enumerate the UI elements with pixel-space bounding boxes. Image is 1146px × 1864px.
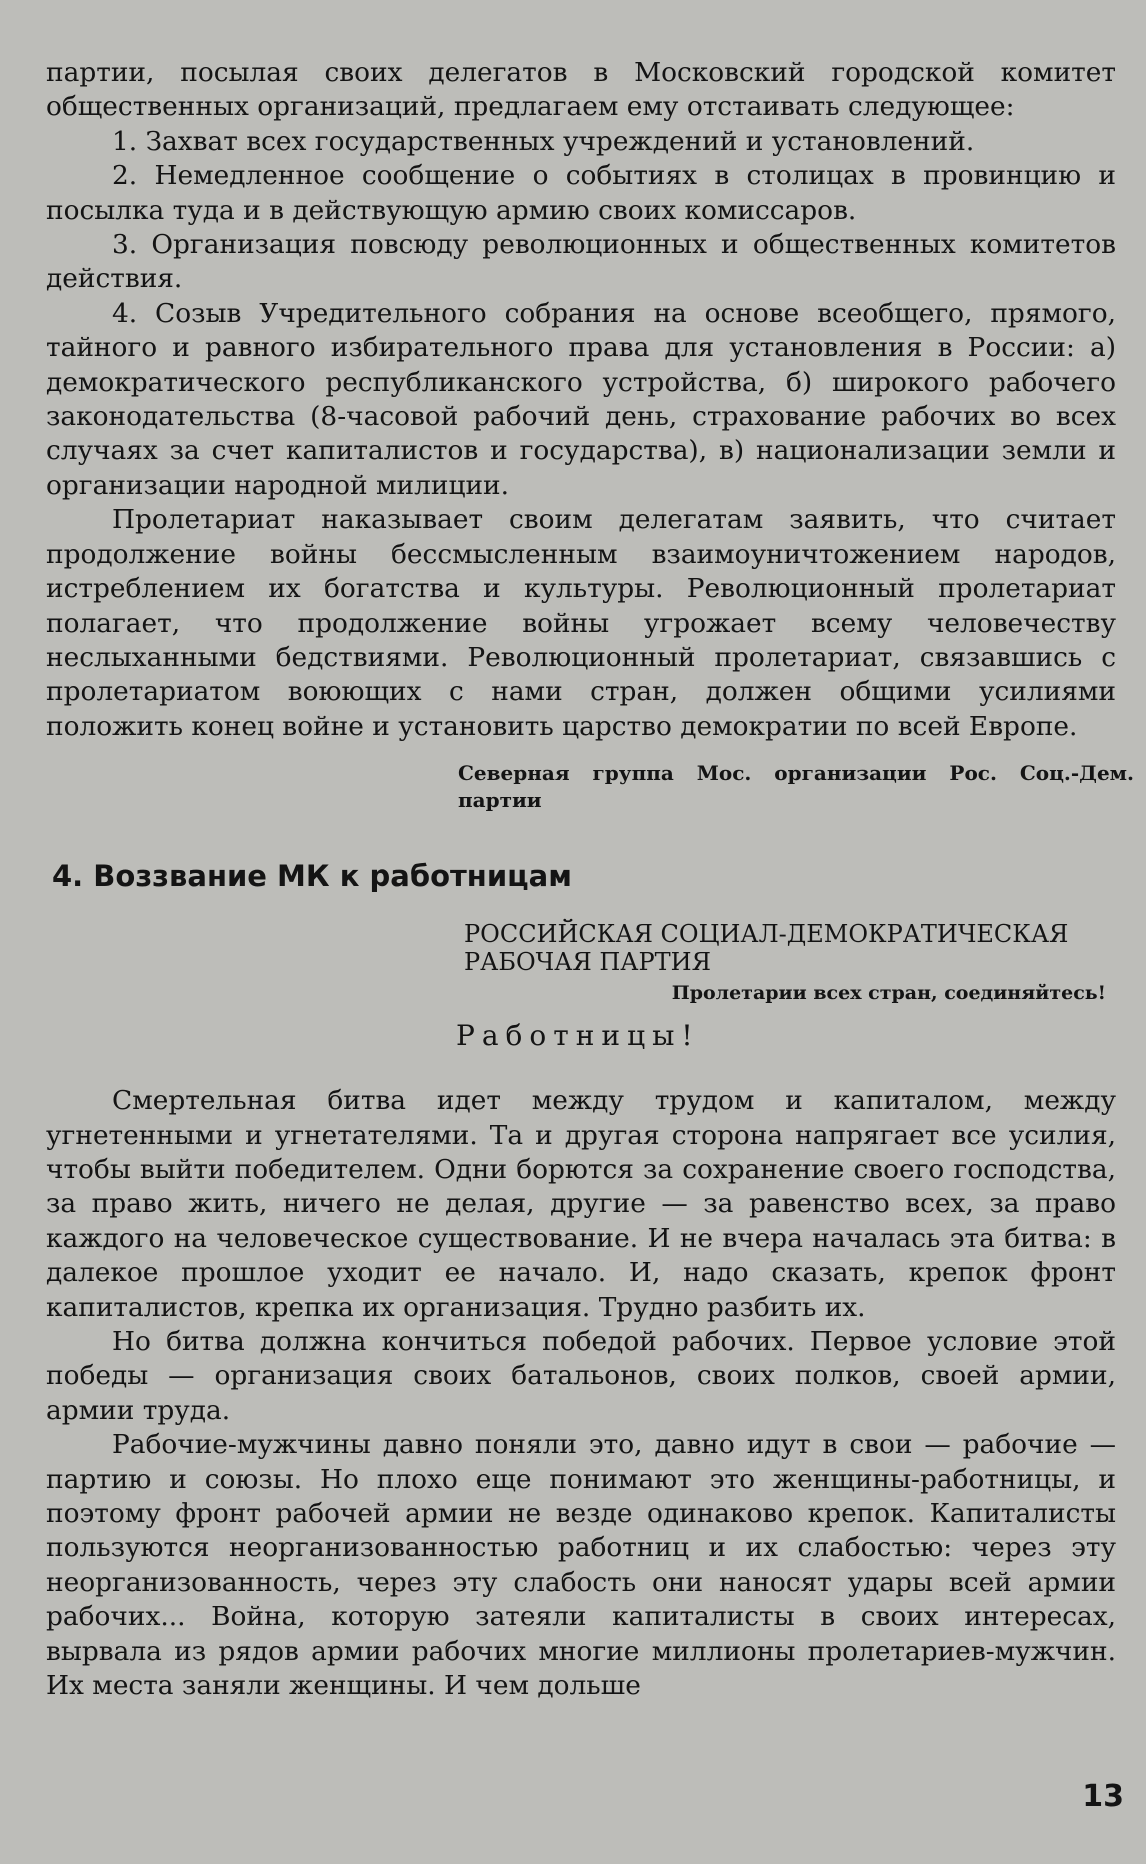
appeal-title: Работницы!: [456, 1019, 700, 1053]
demand-item-2: 2. Немедленное сообщение о событиях в столицах в провинцию и посылка туда и в действующую армию своих комиссаров.: [46, 160, 1116, 226]
appeal-paragraph-1: Смертельная битва идет между трудом и капиталом, между угнетенными и угнетателями. Та и другая сторона напрягает все усилия, чтобы выйти победителем. Одни борются за сохранение своего господства, за право жить, ничего не делая, другие — за равенство всех, за право каждого на человеческое существование. И не вчера началась эта битва: в далекое прошлое уходит ее начало. И, надо сказать, крепок фронт капиталистов, крепка их организация. Трудно разбить их.: [46, 1085, 1116, 1323]
proletariat-paragraph: Пролетариат наказывает своим делегатам заявить, что считает продолжение войны бессмысленным взаимоуничтожением народов, истреблением их богатства и культуры. Революционный пролетариат полагает, что продолжение войны угрожает всему человечеству неслыханными бедствиями. Революционный пролетариат, связавшись с пролетариатом воюющих с нами стран, должен общими усилиями положить конец войне и установить царство демократии по всей Европе.: [46, 504, 1116, 742]
demand-item-3: 3. Организация повсюду революционных и общественных комитетов действия.: [46, 229, 1116, 295]
demand-item-1: 1. Захват всех государственных учреждений и установлений.: [112, 125, 975, 157]
page-number: 13: [1082, 1779, 1124, 1814]
top-paragraph: партии, посылая своих делегатов в Московский городской комитет общественных организаций, предлагаем ему отстаивать следующее:: [46, 57, 1116, 123]
signature: Северная группа Мос. организации Рос. Соц.-Дем. партии: [458, 761, 1134, 813]
party-slogan: Пролетарии всех стран, соединяйтесь!: [671, 982, 1106, 1005]
demand-item-4: 4. Созыв Учредительного собрания на основе всеобщего, прямого, тайного и равного избирательного права для установления в России: а) демократического республиканского устройства, б) широкого рабочего законодательства (8-часовой рабочий день, страхование рабочих во всех случаях за счет капиталистов и государства), в) национализации земли и организации народной милиции.: [46, 297, 1116, 501]
appeal-paragraph-3: Рабочие-мужчины давно поняли это, давно идут в свои — рабочие — партию и союзы. Но плохо еще понимают это женщины-работницы, и поэтому фронт рабочей армии не везде одинаково крепок. Капиталисты пользуются неорганизованностью работниц и их слабостью: через эту неорганизованность, через эту слабость они наносят удары всей армии рабочих... Война, которую затеяли капиталисты в своих интересах, вырвала из рядов армии рабочих многие миллионы пролетариев-мужчин. Их места заняли женщины. И чем дольше: [46, 1429, 1116, 1702]
party-name: РОССИЙСКАЯ СОЦИАЛ-ДЕМОКРАТИЧЕСКАЯ РАБОЧАЯ ПАРТИЯ: [464, 920, 1069, 977]
section-heading: 4. Воззвание МК к работницам: [52, 859, 572, 894]
appeal-paragraph-2: Но битва должна кончиться победой рабочих. Первое условие этой победы — организация своих батальонов, своих полков, своей армии, армии труда.: [46, 1325, 1116, 1426]
